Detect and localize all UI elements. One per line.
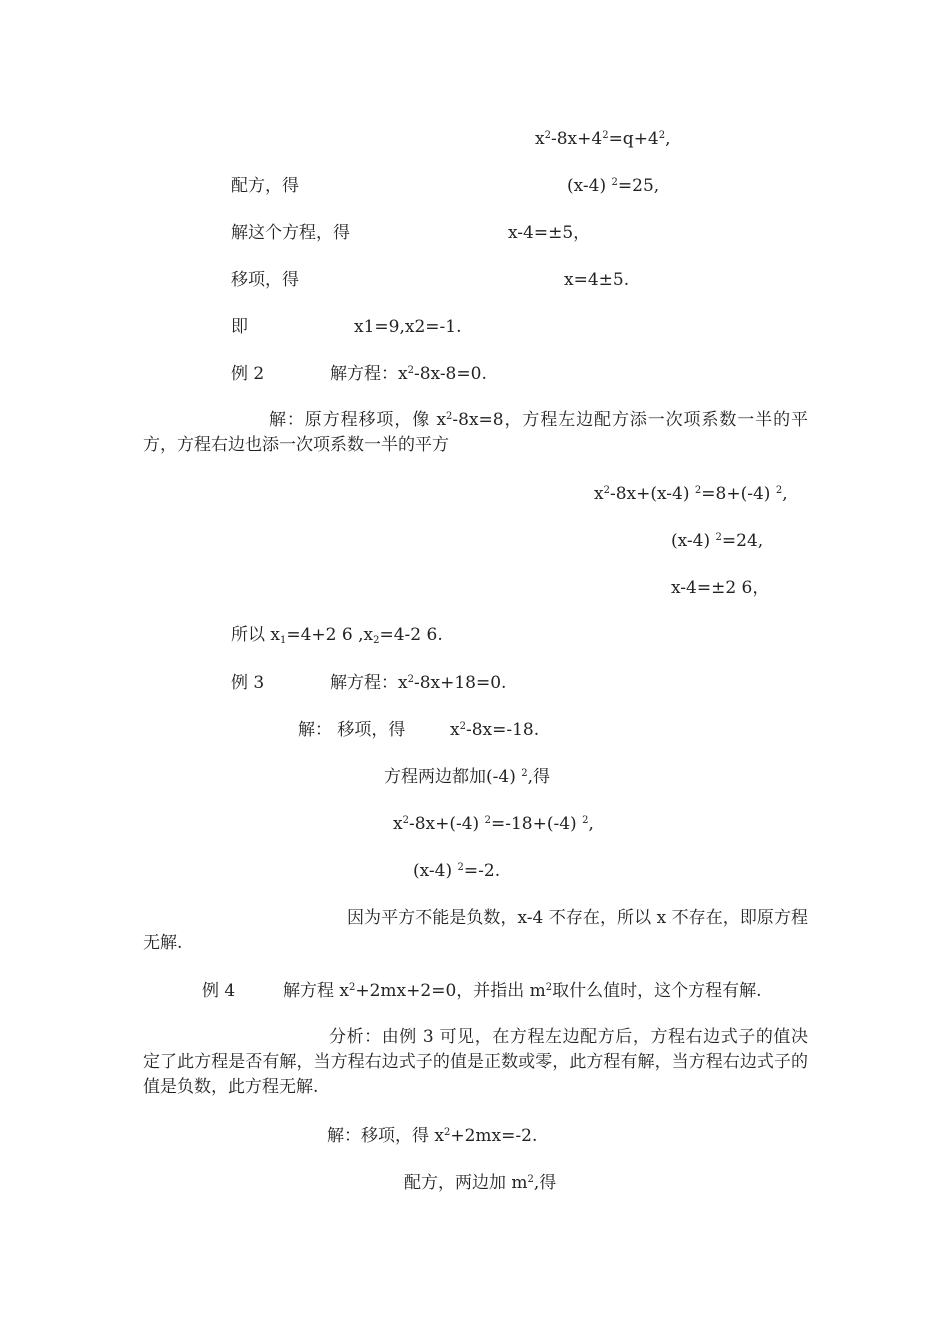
step-label: 解这个方程，得: [231, 223, 350, 243]
equation-line: x1=9,x2=-1.: [354, 317, 462, 337]
analysis-paragraph: 分析：由例 3 可见，在方程左边配方后，方程右边式子的值决定了此方程是否有解，当方程右边式子的值是正数或零，此方程有解，当方程右边式子的值是负数，此方程无解.: [143, 1027, 808, 1097]
result-line: 所以 $x_1=4+2$ 6 $,x_2=4-2$ 6.: [231, 625, 443, 646]
solution-line: 解：移项，得 $x^2+2mx=-2$.: [327, 1126, 538, 1146]
problem-statement: 解方程：$x^2-8x-8=0$.: [330, 364, 487, 384]
step-label: 方程两边都加(-4) $^2$,得: [384, 767, 551, 787]
step-label: 配方，两边加 $m^2$,得: [404, 1173, 557, 1193]
problem-statement: 解方程 $x^2+2mx+2=0$，并指出 $m^2$取什么值时，这个方程有解.: [283, 981, 762, 1001]
step-label: 配方，得: [231, 176, 299, 196]
example-label: 例 3: [231, 673, 265, 693]
equation-line: $x^2-8x=-18$.: [450, 720, 540, 740]
equation-line: (x-4) $^2$=24,: [671, 531, 764, 551]
solution-paragraph: 解：原方程移项，像 $x^2-8x=8$，方程左边配方添一次项系数一半的平方，方程右边也添一次项系数一半的平方: [143, 410, 808, 455]
equation-line: $x^2-8x+4^2=q+4^2$,: [535, 129, 671, 149]
equation-line: $x^2-8x+(-4)$ $^2$=-18+(-4) $^2$,: [393, 814, 594, 834]
equation-line: $x^2-8x+(x-4)$ $^2$=8+(-4) $^2$,: [594, 484, 788, 504]
equation-line: x-4=±2 6，: [671, 578, 770, 598]
step-label: 即: [231, 317, 248, 337]
equation-line: (x-4) $^2$=-2.: [413, 861, 501, 881]
equation-line: x-4=±5，: [508, 223, 591, 243]
step-label: 移项，得: [231, 270, 299, 290]
equation-line: (x-4) $^2$=25,: [567, 176, 660, 196]
example-label: 例 4: [202, 981, 236, 1001]
problem-statement: 解方程：$x^2-8x+18=0$.: [330, 673, 507, 693]
conclusion-paragraph: 因为平方不能是负数，x-4 不存在，所以 x 不存在，即原方程无解.: [143, 908, 808, 953]
step-label: 解： 移项，得: [298, 720, 406, 740]
example-label: 例 2: [231, 364, 265, 384]
equation-line: x=4±5.: [564, 270, 630, 290]
